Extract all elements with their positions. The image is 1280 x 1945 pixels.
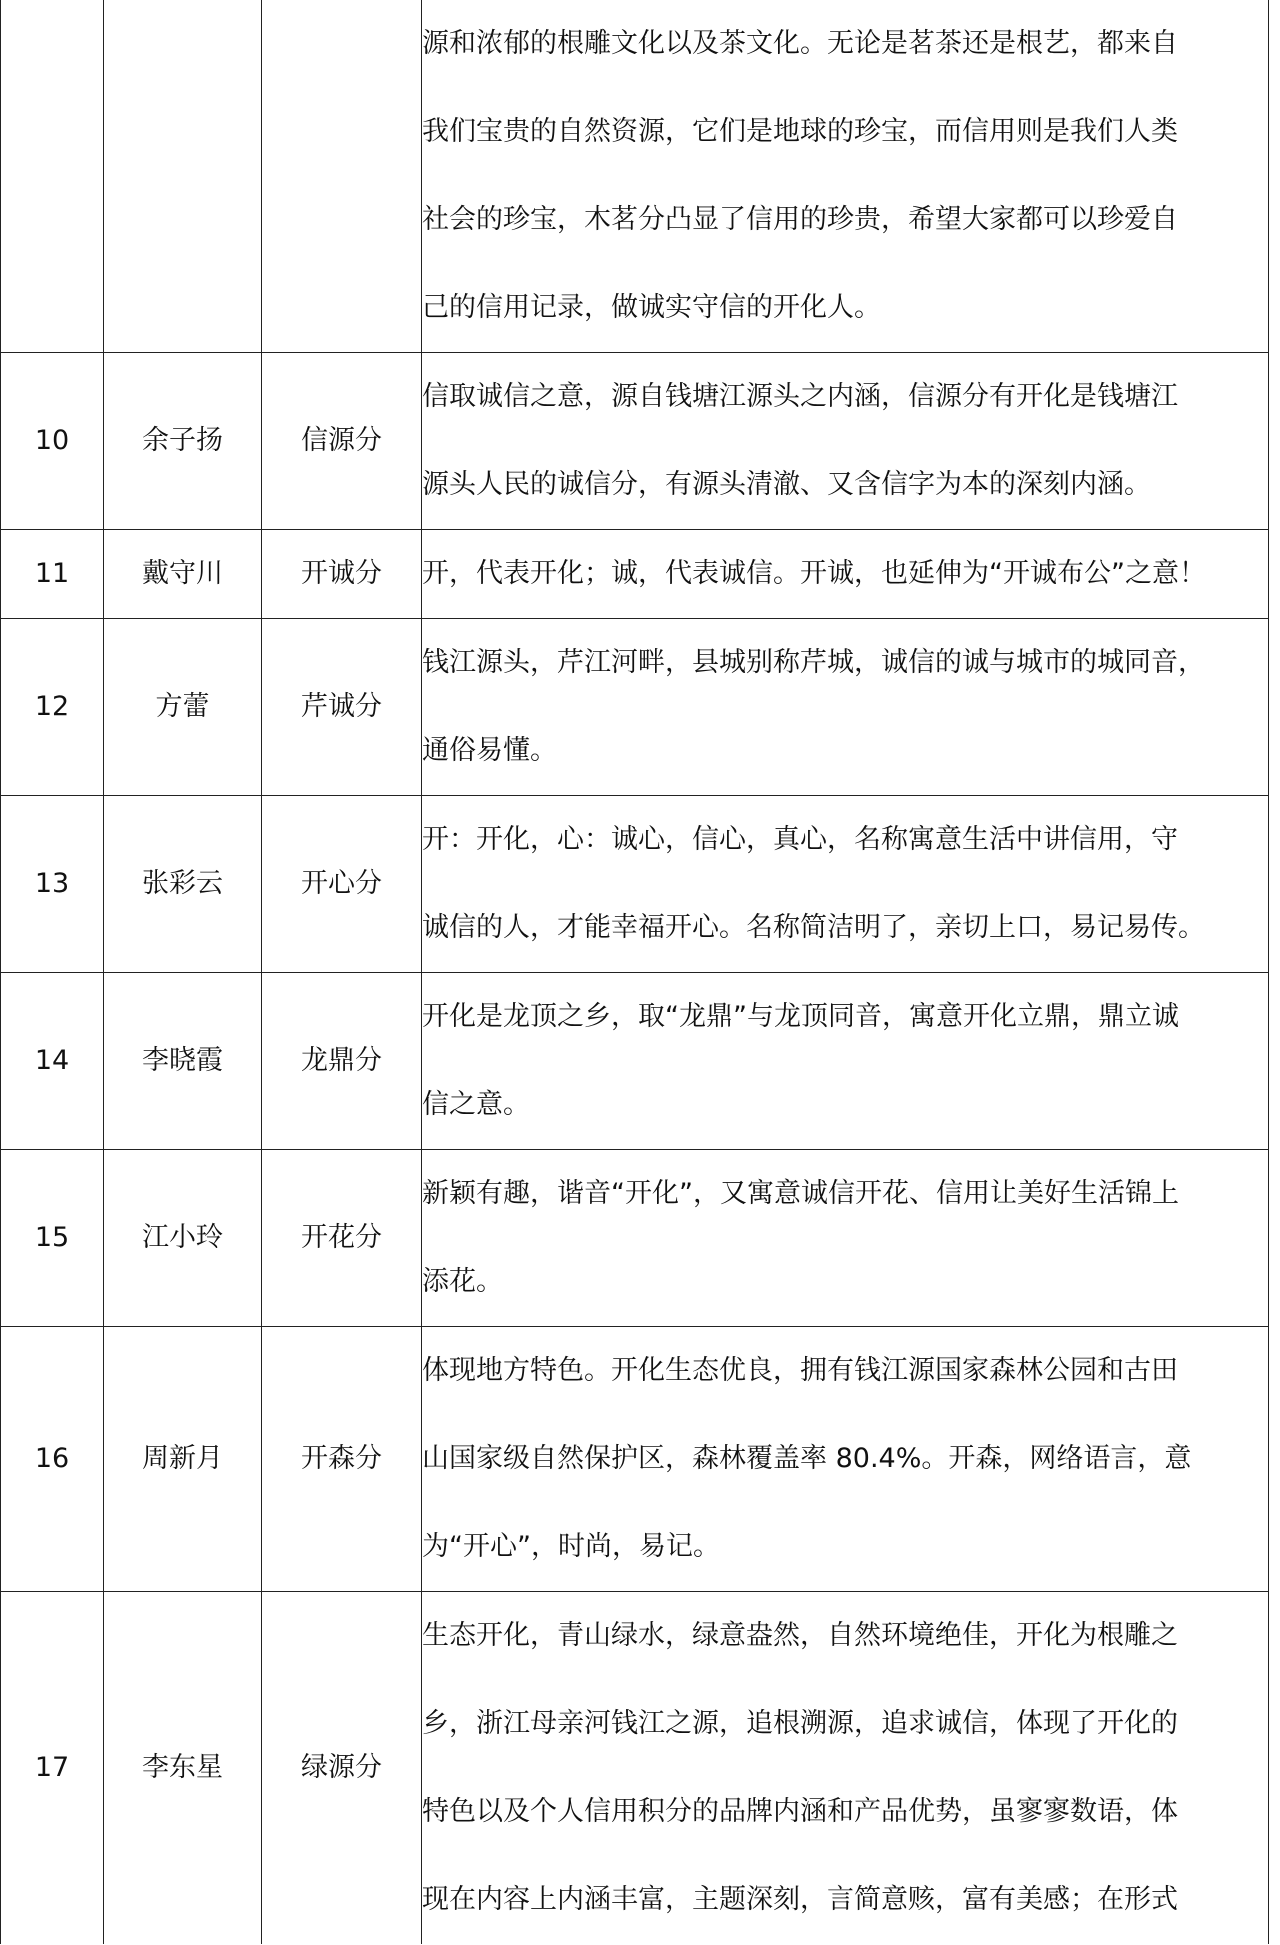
entry-number: 10	[1, 353, 104, 530]
description-line: 添花。	[422, 1266, 503, 1297]
entry-number: 16	[1, 1327, 104, 1592]
description-line: 信取诚信之意，源自钱塘江源头之内涵，信源分有开化是钱塘江	[422, 381, 1178, 412]
table-row	[1, 530, 1269, 619]
entries-table-body	[1, 0, 1269, 1944]
author-name: 李晓霞	[104, 973, 262, 1150]
description-line: 开，代表开化；诚，代表诚信。开诚，也延伸为“开诚布公”之意！	[422, 558, 1206, 589]
entry-number: 13	[1, 796, 104, 973]
author-name	[104, 0, 262, 353]
table-row	[1, 0, 1269, 353]
description-cell	[422, 530, 1269, 619]
entry-number: 15	[1, 1150, 104, 1327]
description-line: 开：开化，心：诚心，信心，真心，名称寓意生活中讲信用，守	[422, 824, 1178, 855]
description-cell	[422, 0, 1269, 353]
description-line: 我们宝贵的自然资源，它们是地球的珍宝，而信用则是我们人类	[422, 116, 1178, 147]
description-line: 乡，浙江母亲河钱江之源，追根溯源，追求诚信，体现了开化的	[422, 1708, 1178, 1739]
author-name: 江小玲	[104, 1150, 262, 1327]
description-line: 山国家级自然保护区，森林覆盖率 80.4%。开森，网络语言，意	[422, 1443, 1192, 1474]
description-cell	[422, 1150, 1269, 1327]
proposed-name: 开花分	[262, 1150, 422, 1327]
description-line: 为“开心”，时尚，易记。	[422, 1531, 720, 1562]
description-cell	[422, 1592, 1269, 1945]
entry-number: 17	[1, 1592, 104, 1945]
description-line: 体现地方特色。开化生态优良，拥有钱江源国家森林公园和古田	[422, 1355, 1178, 1386]
table-row	[1, 973, 1269, 1150]
author-name: 戴守川	[104, 530, 262, 619]
table-row	[1, 619, 1269, 796]
author-name: 余子扬	[104, 353, 262, 530]
description-cell	[422, 973, 1269, 1150]
description-line: 社会的珍宝，木茗分凸显了信用的珍贵，希望大家都可以珍爱自	[422, 204, 1178, 235]
proposed-name	[262, 0, 422, 353]
proposed-name: 开森分	[262, 1327, 422, 1592]
entry-number: 11	[1, 530, 104, 619]
proposed-name: 绿源分	[262, 1592, 422, 1945]
table-row	[1, 1327, 1269, 1592]
description-line: 诚信的人，才能幸福开心。名称简洁明了，亲切上口，易记易传。	[422, 912, 1205, 943]
description-line: 通俗易懂。	[422, 735, 557, 766]
table-row	[1, 1592, 1269, 1945]
description-cell	[422, 1327, 1269, 1592]
table-row	[1, 1150, 1269, 1327]
table-row	[1, 353, 1269, 530]
description-line: 新颖有趣，谐音“开化”，又寓意诚信开花、信用让美好生活锦上	[422, 1178, 1179, 1209]
author-name: 方蕾	[104, 619, 262, 796]
description-cell	[422, 796, 1269, 973]
entry-number: 12	[1, 619, 104, 796]
description-line: 己的信用记录，做诚实守信的开化人。	[422, 292, 881, 323]
description-line: 现在内容上内涵丰富，主题深刻，言简意赅，富有美感；在形式	[422, 1884, 1178, 1915]
description-line: 开化是龙顶之乡，取“龙鼎”与龙顶同音，寓意开化立鼎，鼎立诚	[422, 1001, 1179, 1032]
description-cell	[422, 619, 1269, 796]
description-line: 生态开化，青山绿水，绿意盎然，自然环境绝佳，开化为根雕之	[422, 1620, 1178, 1651]
proposed-name: 芹诚分	[262, 619, 422, 796]
description-line: 钱江源头，芹江河畔，县城别称芹城，诚信的诚与城市的城同音，	[422, 647, 1205, 678]
author-name: 张彩云	[104, 796, 262, 973]
author-name: 周新月	[104, 1327, 262, 1592]
proposed-name: 龙鼎分	[262, 973, 422, 1150]
proposed-name: 开心分	[262, 796, 422, 973]
description-line: 特色以及个人信用积分的品牌内涵和产品优势，虽寥寥数语，体	[422, 1796, 1178, 1827]
description-cell	[422, 353, 1269, 530]
entry-number	[1, 0, 104, 353]
author-name: 李东星	[104, 1592, 262, 1945]
description-line: 源头人民的诚信分，有源头清澈、又含信字为本的深刻内涵。	[422, 469, 1151, 500]
proposed-name: 开诚分	[262, 530, 422, 619]
proposed-name: 信源分	[262, 353, 422, 530]
description-line: 源和浓郁的根雕文化以及茶文化。无论是茗茶还是根艺，都来自	[422, 28, 1178, 59]
description-line: 信之意。	[422, 1089, 530, 1120]
entry-number: 14	[1, 973, 104, 1150]
table-row	[1, 796, 1269, 973]
